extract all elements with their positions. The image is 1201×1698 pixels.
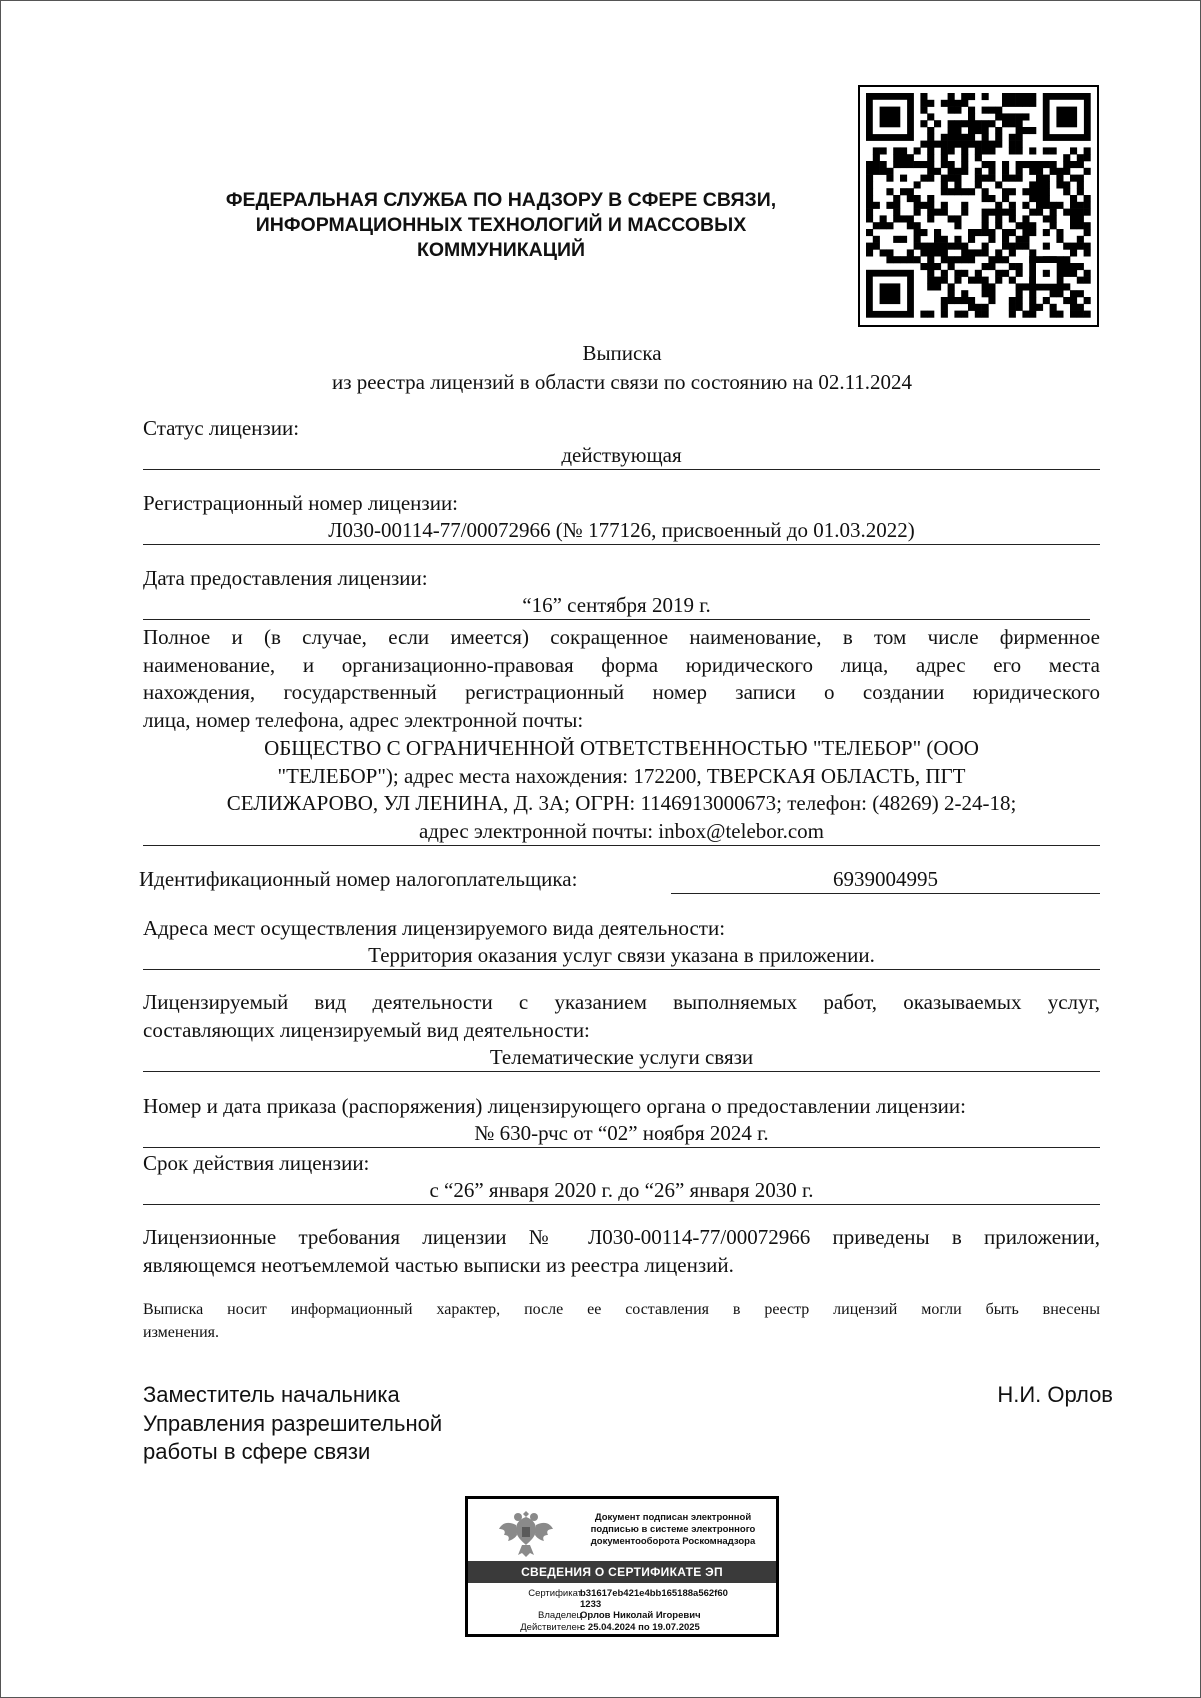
stamp-cert-value-line: 1233	[580, 1599, 602, 1610]
signer-name: Н.И. Орлов	[997, 1382, 1113, 1407]
grant-date-value: “16” сентября 2019 г.	[143, 592, 1090, 620]
order-label: Номер и дата приказа (распоряжения) лицензирующего органа о предоставлении лицензии:	[143, 1094, 966, 1118]
extract-title-line2: из реестра лицензий в области связи по состоянию на 02.11.2024	[331, 370, 913, 394]
signer-position-line: Заместитель начальника	[143, 1382, 400, 1407]
full-name-label-line: нахождения, государственный регистрационный номер записи о создании юридического	[143, 680, 1100, 704]
org-title	[165, 188, 837, 263]
full-name-label-line: Полное и (в случае, если имеется) сокращенное наименование, в том числе фирменное	[143, 625, 1100, 649]
stamp-text-line: подписью в системе электронного	[590, 1524, 756, 1535]
stamp-band: СВЕДЕНИЯ О СЕРТИФИКАТЕ ЭП	[468, 1561, 776, 1583]
stamp-owner-value: Орлов Николай Игоревич	[580, 1610, 701, 1621]
full-name-label-line: наименование, и организационно-правовая форма юридического лица, адрес его места	[143, 652, 1100, 677]
requirements-line: являющемся неотъемлемой частью выписки из реестра лицензий.	[143, 1252, 734, 1277]
signer-position-line: Управления разрешительной	[143, 1410, 443, 1436]
e-signature-stamp	[465, 1496, 779, 1637]
org-title-line: ИНФОРМАЦИОННЫХ ТЕХНОЛОГИЙ И МАССОВЫХ	[255, 214, 747, 236]
disclaimer-line: изменения.	[143, 1324, 220, 1341]
requirements-text	[143, 1224, 1100, 1279]
order-value: № 630-рчс от “02” ноября 2024 г.	[143, 1120, 1100, 1148]
coat-of-arms-icon	[496, 1505, 556, 1559]
activity-label	[143, 989, 1100, 1044]
extract-title	[143, 339, 1101, 397]
full-name-value	[143, 735, 1100, 846]
address-label: Адреса мест осуществления лицензируемого вида деятельности:	[143, 916, 726, 940]
stamp-cert-value-line: b31617eb421e4bb165188a562f60	[580, 1588, 728, 1599]
org-title-line: ФЕДЕРАЛЬНАЯ СЛУЖБА ПО НАДЗОРУ В СФЕРЕ СВЯЗИ,	[225, 189, 777, 211]
full-name-label	[143, 624, 1100, 734]
qr-code-graphic	[860, 87, 1097, 325]
stamp-text-line: документооборота Роскомнадзора	[590, 1536, 756, 1547]
stamp-valid-label: Действителен	[520, 1622, 582, 1633]
full-name-value-line: ОБЩЕСТВО С ОГРАНИЧЕННОЙ ОТВЕТСТВЕННОСТЬЮ "ТЕЛЕБОР" (ООО	[264, 736, 979, 760]
grant-date-label: Дата предоставления лицензии:	[143, 566, 428, 590]
full-name-value-line: "ТЕЛЕБОР"); адрес места нахождения: 172200, ТВЕРСКАЯ ОБЛАСТЬ, ПГТ	[277, 763, 966, 788]
status-label: Статус лицензии:	[143, 416, 300, 440]
stamp-cert-value	[580, 1588, 770, 1610]
term-value: с “26” января 2020 г. до “26” января 2030 г.	[143, 1177, 1100, 1205]
activity-value: Телематические услуги связи	[143, 1044, 1100, 1072]
inn-value: 6939004995	[671, 866, 1100, 894]
full-name-value-line: адрес электронной почты: inbox@telebor.com	[418, 818, 825, 843]
stamp-header	[468, 1499, 776, 1561]
status-value: действующая	[143, 442, 1100, 470]
stamp-text	[583, 1512, 763, 1548]
stamp-owner-label: Владелец	[538, 1610, 582, 1621]
disclaimer-line: Выписка носит информационный характер, после ее составления в реестр лицензий могли быть внесены	[143, 1301, 1100, 1318]
disclaimer-note	[143, 1298, 1100, 1344]
inn-label: Идентификационный номер налогоплательщика:	[139, 867, 578, 891]
full-name-value-line: СЕЛИЖАРОВО, УЛ ЛЕНИНА, Д. 3А; ОГРН: 1146913000673; телефон: (48269) 2-24-18;	[226, 791, 1017, 815]
address-value: Территория оказания услуг связи указана в приложении.	[143, 942, 1100, 970]
stamp-valid-value: с 25.04.2024 по 19.07.2025	[580, 1622, 700, 1633]
extract-title-line1: Выписка	[582, 341, 662, 365]
signer-position-line: работы в сфере связи	[143, 1439, 371, 1464]
requirements-line: Лицензионные требования лицензии № Л030-00114-77/00072966 приведены в приложении,	[143, 1225, 1100, 1249]
org-title-line: КОММУНИКАЦИЙ	[416, 239, 586, 261]
stamp-cert-label: Сертификат	[528, 1588, 582, 1599]
stamp-text-line: Документ подписан электронной	[594, 1512, 752, 1523]
activity-label-line: Лицензируемый вид деятельности с указанием выполняемых работ, оказываемых услуг,	[143, 990, 1100, 1014]
reg-number-label: Регистрационный номер лицензии:	[143, 491, 459, 515]
qr-code-icon	[858, 85, 1099, 327]
full-name-label-line: лица, номер телефона, адрес электронной почты:	[143, 707, 584, 732]
reg-number-value: Л030-00114-77/00072966 (№ 177126, присвоенный до 01.03.2022)	[143, 517, 1100, 545]
signer-position	[143, 1381, 442, 1467]
term-label: Срок действия лицензии:	[143, 1151, 370, 1175]
activity-label-line: составляющих лицензируемый вид деятельности:	[143, 1017, 590, 1042]
